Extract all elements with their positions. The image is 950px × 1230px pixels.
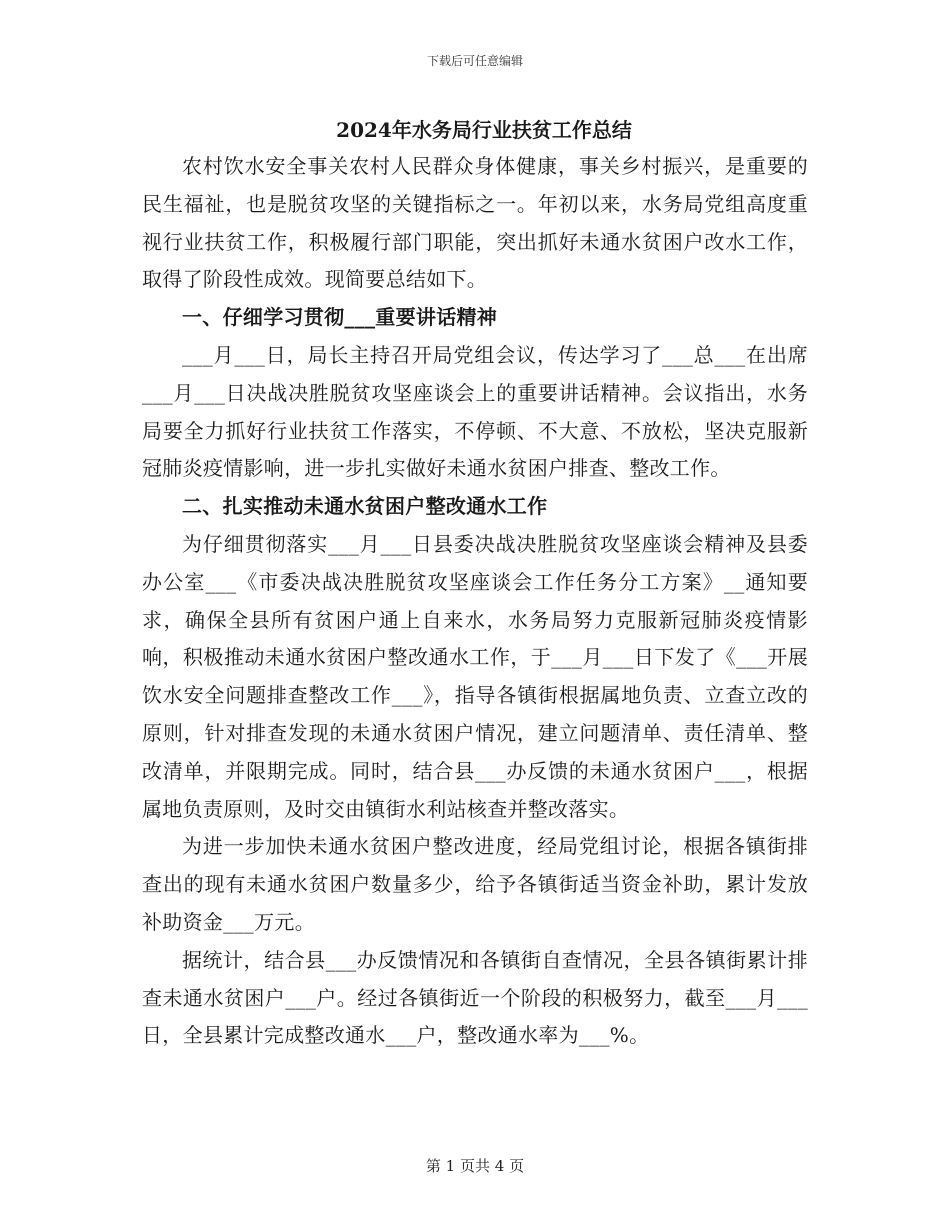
page-header-note: 下载后可任意编辑 bbox=[426, 54, 523, 68]
page-number: 第 1 页共 4 页 bbox=[425, 1157, 525, 1175]
intro-paragraph: 农村饮水安全事关农村人民群众身体健康，事关乡村振兴，是重要的民生福祉，也是脱贫攻坚的关键指标之一。年初以来，水务局党组高度重视行业扶贫工作，积极履行部门职能，突出抓好未通水贫困户改水工作，取得了阶段性成效。现简要总结如下。 bbox=[142, 154, 808, 292]
section-heading-1: 一、仔细学习贯彻___重要讲话精神 bbox=[182, 305, 498, 330]
document-body bbox=[142, 112, 808, 1055]
section-2-paragraph-3: 据统计，结合县___办反馈情况和各镇街自查情况，全县各镇街累计排查未通水贫困户___户。经过各镇街近一个阶段的积极努力，截至___月___日，全县累计完成整改通水___户，整改通水率为___%。 bbox=[142, 947, 808, 1048]
section-heading-2: 二、扎实推动未通水贫困户整改通水工作 bbox=[182, 494, 548, 519]
section-2-paragraph-2: 为进一步加快未通水贫困户整改进度，经局党组讨论，根据各镇街排查出的现有未通水贫困户数量多少，给予各镇街适当资金补助，累计发放补助资金___万元。 bbox=[142, 834, 808, 934]
section-2-paragraph-1: 为仔细贯彻落实___月___日县委决战决胜脱贫攻坚座谈会精神及县委办公室___《市委决战决胜脱贫攻坚座谈会工作任务分工方案》__通知要求，确保全县所有贫困户通上自来水，水务局努力克服新冠肺炎疫情影响，积极推动未通水贫困户整改通水工作，于___月___日下发了《___开展饮水安全问题排查整改工作___》，指导各镇街根据属地负责、立查立改的原则，针对排查发现的未通水贫困户情况，建立问题清单、责任清单、整改清单，并限期完成。同时，结合县___办反馈的未通水贫困户___，根据属地负责原则，及时交由镇街水利站核查并整改落实。 bbox=[142, 531, 808, 821]
document-title: 2024年水务局行业扶贫工作总结 bbox=[336, 118, 632, 142]
section-1-paragraph: ___月___日，局长主持召开局党组会议，传达学习了___总___在出席___月___日决战决胜脱贫攻坚座谈会上的重要讲话精神。会议指出，水务局要全力抓好行业扶贫工作落实，不停顿、不大意、不放松，坚决克服新冠肺炎疫情影响，进一步扎实做好未通水贫困户排查、整改工作。 bbox=[142, 342, 808, 481]
